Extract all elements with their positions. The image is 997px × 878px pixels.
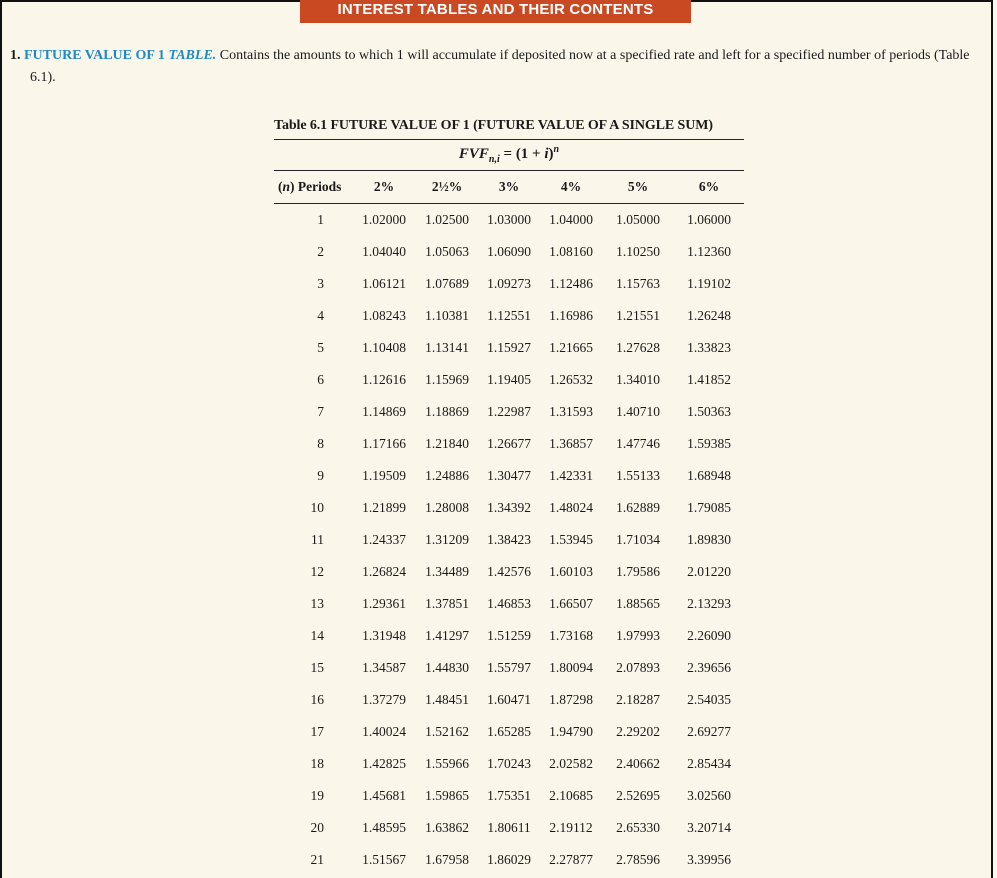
- period-cell: 3: [317, 276, 324, 291]
- table-row: [274, 588, 744, 620]
- value-cell: 1.10250: [616, 244, 660, 259]
- table-row: [274, 748, 744, 780]
- value-cell: 1.41852: [687, 372, 731, 387]
- column-header-rate: 3%: [498, 179, 520, 194]
- value-cell: 1.26532: [549, 372, 593, 387]
- value-cell: 1.67958: [425, 852, 469, 867]
- value-cell: 2.19112: [549, 820, 593, 835]
- future-value-table: [274, 171, 744, 876]
- value-cell: 1.12360: [687, 244, 731, 259]
- item-heading-italic: TABLE.: [168, 48, 217, 63]
- value-cell: 1.48451: [425, 692, 469, 707]
- value-cell: 1.04000: [549, 212, 593, 227]
- value-cell: 1.22987: [487, 404, 531, 419]
- value-cell: 2.40662: [616, 756, 660, 771]
- value-cell: 1.34392: [487, 500, 531, 515]
- value-cell: 1.10408: [362, 340, 406, 355]
- table-row: [274, 204, 744, 237]
- value-cell: 1.80611: [487, 820, 531, 835]
- value-cell: 1.14869: [362, 404, 406, 419]
- table-row: [274, 684, 744, 716]
- formula-subscript: n,i: [488, 154, 500, 165]
- period-cell: 7: [317, 404, 324, 419]
- value-cell: 1.34489: [425, 564, 469, 579]
- value-cell: 1.48024: [549, 500, 593, 515]
- value-cell: 1.70243: [487, 756, 531, 771]
- table-row: [274, 428, 744, 460]
- value-cell: 1.03000: [487, 212, 531, 227]
- table-row: [274, 364, 744, 396]
- value-cell: 1.45681: [362, 788, 406, 803]
- column-header-periods: (n) Periods: [278, 179, 342, 194]
- value-cell: 1.19509: [362, 468, 406, 483]
- value-cell: 1.75351: [487, 788, 531, 803]
- table-header-row: [274, 171, 744, 204]
- value-cell: 1.15969: [425, 372, 469, 387]
- period-cell: 14: [310, 628, 324, 643]
- value-cell: 1.05063: [425, 244, 469, 259]
- intro-text-2: 6.1).: [30, 70, 56, 85]
- value-cell: 1.10381: [425, 308, 469, 323]
- column-header-rate: 2½%: [431, 179, 463, 194]
- value-cell: 1.06090: [487, 244, 531, 259]
- value-cell: 2.52695: [616, 788, 660, 803]
- value-cell: 1.17166: [362, 436, 406, 451]
- value-cell: 1.50363: [687, 404, 731, 419]
- value-cell: 1.08160: [549, 244, 593, 259]
- value-cell: 1.19102: [687, 276, 731, 291]
- value-cell: 1.55966: [425, 756, 469, 771]
- value-cell: 1.42331: [549, 468, 593, 483]
- value-cell: 1.38423: [487, 532, 531, 547]
- item-heading: [24, 48, 216, 63]
- value-cell: 1.37279: [362, 692, 406, 707]
- value-cell: 1.55133: [616, 468, 660, 483]
- table-row: [274, 300, 744, 332]
- value-cell: 1.87298: [549, 692, 593, 707]
- table-row: [274, 844, 744, 876]
- table-row: [274, 524, 744, 556]
- period-cell: 11: [311, 532, 324, 547]
- value-cell: 2.69277: [687, 724, 731, 739]
- value-cell: 1.19405: [487, 372, 531, 387]
- value-cell: 2.65330: [616, 820, 660, 835]
- period-cell: 4: [317, 308, 324, 323]
- value-cell: 1.80094: [549, 660, 593, 675]
- value-cell: 1.60103: [549, 564, 593, 579]
- value-cell: 1.65285: [487, 724, 531, 739]
- value-cell: 1.15763: [616, 276, 660, 291]
- intro-text-1: Contains the amounts to which 1 will accumulate if deposited now at a specified rate and left for a specified number of periods (Table: [216, 48, 970, 63]
- table-row: [274, 780, 744, 812]
- value-cell: 1.30477: [487, 468, 531, 483]
- value-cell: 1.97993: [616, 628, 660, 643]
- value-cell: 1.51259: [487, 628, 531, 643]
- value-cell: 1.07689: [425, 276, 469, 291]
- value-cell: 1.09273: [487, 276, 531, 291]
- value-cell: 1.24886: [425, 468, 469, 483]
- value-cell: 1.21665: [549, 340, 593, 355]
- item-number: 1.: [10, 48, 21, 63]
- value-cell: 1.55797: [487, 660, 531, 675]
- value-cell: 1.21551: [616, 308, 660, 323]
- table-top-rule: [274, 139, 744, 140]
- value-cell: 1.62889: [616, 500, 660, 515]
- value-cell: 1.63862: [425, 820, 469, 835]
- value-cell: 1.40024: [362, 724, 406, 739]
- value-cell: 1.12616: [362, 372, 406, 387]
- value-cell: 2.07893: [616, 660, 660, 675]
- value-cell: 1.46853: [487, 596, 531, 611]
- period-cell: 2: [317, 244, 324, 259]
- value-cell: 2.13293: [687, 596, 731, 611]
- value-cell: 1.31948: [362, 628, 406, 643]
- value-cell: 1.34587: [362, 660, 406, 675]
- value-cell: 2.10685: [549, 788, 593, 803]
- value-cell: 1.47746: [616, 436, 660, 451]
- period-cell: 13: [310, 596, 324, 611]
- table-formula: [274, 144, 744, 165]
- formula-superscript: n: [553, 144, 560, 155]
- formula-close: ): [548, 146, 554, 162]
- value-cell: 3.39956: [687, 852, 731, 867]
- value-cell: 1.53945: [549, 532, 593, 547]
- column-header-rate: 5%: [627, 179, 649, 194]
- formula-lhs: FVF: [458, 146, 489, 162]
- value-cell: 1.02000: [362, 212, 406, 227]
- value-cell: 1.59865: [425, 788, 469, 803]
- value-cell: 1.41297: [425, 628, 469, 643]
- value-cell: 1.12486: [549, 276, 593, 291]
- value-cell: 1.94790: [549, 724, 593, 739]
- value-cell: 2.26090: [687, 628, 731, 643]
- column-header-rate: 6%: [698, 179, 720, 194]
- period-cell: 10: [310, 500, 324, 515]
- value-cell: 2.78596: [616, 852, 660, 867]
- value-cell: 2.29202: [616, 724, 660, 739]
- section-banner: INTEREST TABLES AND THEIR CONTENTS: [300, 0, 691, 23]
- value-cell: 1.12551: [487, 308, 531, 323]
- period-cell: 6: [317, 372, 324, 387]
- value-cell: 3.02560: [687, 788, 731, 803]
- table-row: [274, 236, 744, 268]
- value-cell: 2.39656: [687, 660, 731, 675]
- value-cell: 1.66507: [549, 596, 593, 611]
- value-cell: 1.08243: [362, 308, 406, 323]
- value-cell: 1.79586: [616, 564, 660, 579]
- value-cell: 2.85434: [687, 756, 731, 771]
- period-cell: 18: [310, 756, 324, 771]
- intro-paragraph: [10, 45, 985, 89]
- value-cell: 1.26824: [362, 564, 406, 579]
- value-cell: 1.06000: [687, 212, 731, 227]
- value-cell: 2.02582: [549, 756, 593, 771]
- value-cell: 1.71034: [616, 532, 660, 547]
- value-cell: 1.05000: [616, 212, 660, 227]
- value-cell: 1.24337: [362, 532, 406, 547]
- table-row: [274, 716, 744, 748]
- value-cell: 1.44830: [425, 660, 469, 675]
- value-cell: 1.18869: [425, 404, 469, 419]
- period-cell: 5: [317, 340, 324, 355]
- formula-i: i: [544, 146, 549, 162]
- value-cell: 1.21840: [425, 436, 469, 451]
- table-title: Table 6.1 FUTURE VALUE OF 1 (FUTURE VALUE OF A SINGLE SUM): [274, 118, 713, 133]
- table-row: [274, 332, 744, 364]
- period-cell: 17: [310, 724, 324, 739]
- period-cell: 1: [317, 212, 324, 227]
- periods-n-symbol: n: [282, 179, 291, 194]
- table-row: [274, 652, 744, 684]
- table-body: [274, 204, 744, 877]
- value-cell: 1.06121: [362, 276, 406, 291]
- value-cell: 1.88565: [616, 596, 660, 611]
- period-cell: 20: [310, 820, 324, 835]
- table-row: [274, 460, 744, 492]
- table-row: [274, 268, 744, 300]
- value-cell: 1.31209: [425, 532, 469, 547]
- value-cell: 3.20714: [687, 820, 731, 835]
- value-cell: 2.01220: [687, 564, 731, 579]
- intro-line-1: [10, 45, 985, 67]
- period-cell: 9: [317, 468, 324, 483]
- item-heading-main: FUTURE VALUE OF 1: [24, 48, 165, 63]
- value-cell: 1.42825: [362, 756, 406, 771]
- table-row: [274, 812, 744, 844]
- value-cell: 1.26677: [487, 436, 531, 451]
- value-cell: 1.73168: [549, 628, 593, 643]
- value-cell: 1.37851: [425, 596, 469, 611]
- value-cell: 1.04040: [362, 244, 406, 259]
- value-cell: 2.18287: [616, 692, 660, 707]
- value-cell: 1.13141: [425, 340, 469, 355]
- column-header-rate: 2%: [373, 179, 395, 194]
- value-cell: 1.86029: [487, 852, 531, 867]
- table-row: [274, 396, 744, 428]
- value-cell: 1.51567: [362, 852, 406, 867]
- period-cell: 12: [310, 564, 324, 579]
- value-cell: 1.15927: [487, 340, 531, 355]
- value-cell: 1.36857: [549, 436, 593, 451]
- formula-eq: = (1 +: [499, 146, 545, 162]
- value-cell: 1.79085: [687, 500, 731, 515]
- value-cell: 2.54035: [687, 692, 731, 707]
- table-row: [274, 556, 744, 588]
- value-cell: 1.52162: [425, 724, 469, 739]
- value-cell: 1.02500: [425, 212, 469, 227]
- value-cell: 1.28008: [425, 500, 469, 515]
- value-cell: 1.29361: [362, 596, 406, 611]
- value-cell: 1.33823: [687, 340, 731, 355]
- value-cell: 1.42576: [487, 564, 531, 579]
- value-cell: 2.27877: [549, 852, 593, 867]
- value-cell: 1.27628: [616, 340, 660, 355]
- value-cell: 1.34010: [616, 372, 660, 387]
- value-cell: 1.31593: [549, 404, 593, 419]
- value-cell: 1.16986: [549, 308, 593, 323]
- value-cell: 1.48595: [362, 820, 406, 835]
- period-cell: 16: [310, 692, 324, 707]
- value-cell: 1.89830: [687, 532, 731, 547]
- value-cell: 1.26248: [687, 308, 731, 323]
- value-cell: 1.59385: [687, 436, 731, 451]
- table-row: [274, 492, 744, 524]
- period-cell: 19: [310, 788, 324, 803]
- value-cell: 1.60471: [487, 692, 531, 707]
- period-cell: 15: [310, 660, 324, 675]
- value-cell: 1.68948: [687, 468, 731, 483]
- period-cell: 21: [310, 852, 324, 867]
- value-cell: 1.40710: [616, 404, 660, 419]
- table-row: [274, 620, 744, 652]
- column-header-rate: 4%: [560, 179, 582, 194]
- value-cell: 1.21899: [362, 500, 406, 515]
- period-cell: 8: [317, 436, 324, 451]
